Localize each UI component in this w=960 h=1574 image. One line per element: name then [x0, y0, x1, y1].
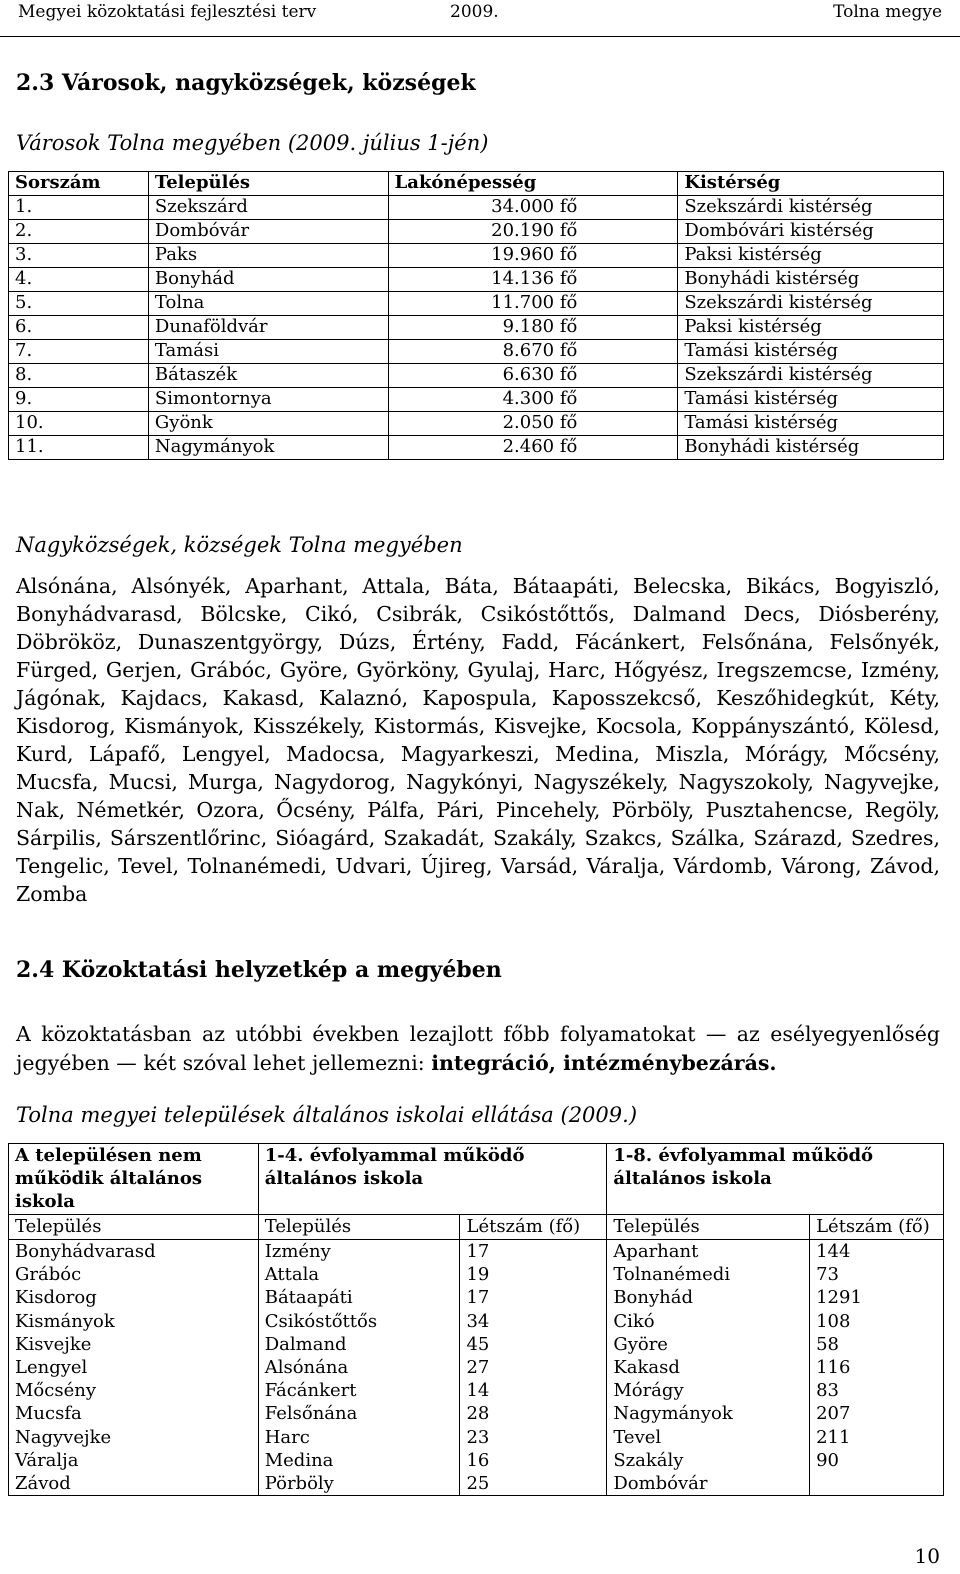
school-list-entry: Medina [264, 1449, 334, 1471]
towns-row [9, 364, 944, 388]
towns-cell: 3. [9, 244, 149, 268]
school-list-entry: Bátaapáti [264, 1287, 353, 1309]
school-list-entry: 83 [816, 1380, 839, 1402]
col-header-town: Település [607, 1215, 810, 1240]
page-header [0, 0, 960, 37]
towns-cell: Tolna [148, 292, 388, 316]
intro-paragraph [16, 1020, 940, 1078]
school-list-entry: Alsónána [264, 1356, 349, 1378]
towns-cell: 10. [9, 412, 149, 436]
school-list-entry: Mőcsény [15, 1380, 96, 1402]
towns-cell: Gyönk [148, 412, 388, 436]
towns-cell: 4. [9, 268, 149, 292]
intro-emphasis: integráció, intézménybezárás. [431, 1051, 777, 1075]
schools-table [8, 1143, 944, 1496]
intro-text: A közoktatásban az utóbbi években lezajlott főbb folyamatokat — az esélyegyenlőség jegyében — két szóval lehet jellemezni: [16, 1022, 940, 1075]
school-list-entry: 16 [466, 1449, 490, 1471]
school-list-entry: 19 [466, 1264, 490, 1286]
towns-cell: 11. [9, 436, 149, 460]
col-header-count: Létszám (fő) [460, 1215, 607, 1240]
towns-cell: 7. [9, 340, 149, 364]
school-list-entry [816, 1472, 937, 1495]
towns-cell: Paksi kistérség [678, 244, 944, 268]
school-list-entry: Nagyvejke [15, 1426, 112, 1448]
school-list-entry: 58 [816, 1333, 839, 1355]
towns-cell: 14.136 fő [388, 268, 678, 292]
school-list-entry: 45 [466, 1333, 490, 1355]
towns-row [9, 196, 944, 220]
school-list-entry: 144 [816, 1241, 851, 1262]
school-list-entry: Závod [15, 1472, 71, 1494]
school-list-entry: 73 [816, 1264, 839, 1286]
grades-1-8-counts [810, 1240, 944, 1496]
towns-cell: Nagymányok [148, 436, 388, 460]
villages-caption: Nagyközségek, községek Tolna megyében [16, 533, 463, 557]
school-list-entry: 211 [816, 1426, 851, 1448]
towns-row [9, 268, 944, 292]
school-list-entry: Lengyel [15, 1356, 88, 1378]
school-list-entry: Attala [264, 1264, 320, 1286]
school-list-entry: Bonyhádvarasd [15, 1241, 156, 1262]
towns-cell: Bonyhádi kistérség [678, 268, 944, 292]
header-year: 2009. [450, 2, 499, 22]
towns-row [9, 388, 944, 412]
towns-row [9, 244, 944, 268]
towns-caption: Városok Tolna megyében (2009. július 1-jén) [16, 131, 489, 155]
school-list-entry: 90 [816, 1449, 839, 1471]
towns-cell: 5. [9, 292, 149, 316]
towns-cell: 2. [9, 220, 149, 244]
towns-cell: 11.700 fő [388, 292, 678, 316]
school-list-entry: Pörböly [264, 1472, 334, 1494]
school-list-entry: 1291 [816, 1287, 862, 1309]
towns-row [9, 220, 944, 244]
school-list-entry: 34 [466, 1310, 490, 1332]
towns-cell: Dunaföldvár [148, 316, 388, 340]
towns-cell: 2.460 fő [388, 436, 678, 460]
towns-cell: Bonyhádi kistérség [678, 436, 944, 460]
towns-row [9, 412, 944, 436]
towns-cell: Dombóvári kistérség [678, 220, 944, 244]
school-list-entry: Felsőnána [264, 1403, 358, 1425]
col-header-town: Település [258, 1215, 460, 1240]
towns-cell: Tamási kistérség [678, 388, 944, 412]
school-list-entry: Grábóc [15, 1264, 82, 1286]
school-list-entry: 17 [466, 1287, 490, 1309]
towns-cell: Bátaszék [148, 364, 388, 388]
towns-cell: Tamási [148, 340, 388, 364]
school-list-entry: 23 [466, 1426, 490, 1448]
group-header-no-school: A településen nem működik általános iskola [9, 1144, 259, 1215]
towns-cell: 8.670 fő [388, 340, 678, 364]
school-list-entry: 28 [466, 1403, 490, 1425]
towns-cell: 6. [9, 316, 149, 340]
villages-list: Alsónána, Alsónyék, Aparhant, Attala, Báta, Bátaapáti, Belecska, Bikács, Bogyiszló, Bonyhádvarasd, Bölcske, Cikó, Csibrák, Csikóstőttős, Dalmand Decs, Diósberény, Döbrököz, Dunaszentgyörgy, Dúzs, Értény, Fadd, Fácánkert, Felsőnána, Felsőnyék, Fürged, Gerjen, Grábóc, Györe, Györköny, Gyulaj, Harc, Hőgyész, Iregszemcse, Izmény, Jágónak, Kajdacs, Kakasd, Kalaznó, Kapospula, Kaposszekcső, Keszőhidegkút, Kéty, Kisdorog, Kismányok, Kisszékely, Kistormás, Kisvejke, Kocsola, Koppányszántó, Kölesd, Kurd, Lápafő, Lengyel, Madocsa, Magyarkeszi, Medina, Miszla, Mórágy, Mőcsény, Mucsfa, Mucsi, Murga, Nagydorog, Nagykónyi, Nagyszékely, Nagyszokoly, Nagyvejke, Nak, Németkér, Ozora, Őcsény, Pálfa, Pári, Pincehely, Pörböly, Pusztahencse, Regöly, Sárpilis, Sárszentlőrinc, Sióagárd, Szakadát, Szakály, Szakcs, Szálka, Szárazd, Szedres, Tengelic, Tevel, Tolnanémedi, Udvari, Újireg, Varsád, Váralja, Várdomb, Várong, Závod, Zomba [16, 574, 940, 906]
school-list-entry: 27 [466, 1356, 490, 1378]
towns-cell: 8. [9, 364, 149, 388]
section-title-2-4: 2.4 Közoktatási helyzetkép a megyében [16, 957, 502, 983]
group-header-grades-1-4: 1-4. évfolyammal működő általános iskola [258, 1144, 607, 1215]
towns-cell: 19.960 fő [388, 244, 678, 268]
towns-cell: 9. [9, 388, 149, 412]
schools-caption: Tolna megyei települések általános iskolai ellátása (2009.) [16, 1103, 638, 1127]
towns-row [9, 340, 944, 364]
group-header-grades-1-8: 1-8. évfolyammal működő általános iskola [607, 1144, 944, 1215]
towns-cell: Dombóvár [148, 220, 388, 244]
school-list-entry: Szakály [613, 1449, 684, 1471]
towns-cell: 2.050 fő [388, 412, 678, 436]
towns-cell: Tamási kistérség [678, 340, 944, 364]
school-list-entry: Kisdorog [15, 1287, 97, 1309]
school-list-entry: Harc [264, 1426, 310, 1448]
section-title-2-3: 2.3 Városok, nagyközségek, községek [16, 70, 476, 96]
towns-header-cell: Lakónépesség [388, 172, 678, 196]
towns-header-cell: Sorszám [9, 172, 149, 196]
school-list-entry: 25 [466, 1472, 490, 1494]
towns-cell: Paksi kistérség [678, 316, 944, 340]
school-list-entry: 207 [816, 1403, 851, 1425]
no-school-towns [9, 1240, 259, 1496]
col-header-town: Település [9, 1215, 259, 1240]
towns-cell: 1. [9, 196, 149, 220]
school-list-entry: Váralja [15, 1449, 79, 1471]
school-list-entry: Kakasd [613, 1356, 680, 1378]
school-list-entry: Dombóvár [613, 1472, 708, 1494]
towns-cell: Paks [148, 244, 388, 268]
towns-cell: Szekszárd [148, 196, 388, 220]
school-list-entry: Mucsfa [15, 1403, 82, 1425]
towns-cell: 4.300 fő [388, 388, 678, 412]
school-list-entry: Cikó [613, 1310, 655, 1332]
page-number: 10 [914, 1544, 940, 1568]
school-list-entry: 17 [466, 1241, 490, 1262]
towns-cell: Szekszárdi kistérség [678, 196, 944, 220]
school-list-entry: 116 [816, 1356, 851, 1378]
grades-1-8-towns [607, 1240, 810, 1496]
school-list-entry: Dalmand [264, 1333, 347, 1355]
grades-1-4-towns [258, 1240, 460, 1496]
header-county: Tolna megye [833, 2, 942, 22]
towns-cell: 20.190 fő [388, 220, 678, 244]
school-list-entry: 14 [466, 1380, 490, 1402]
towns-cell: 6.630 fő [388, 364, 678, 388]
school-list-entry: Bonyhád [613, 1287, 693, 1309]
towns-row [9, 292, 944, 316]
towns-cell: Bonyhád [148, 268, 388, 292]
col-header-count: Létszám (fő) [810, 1215, 944, 1240]
towns-cell: 9.180 fő [388, 316, 678, 340]
school-list-entry: Fácánkert [264, 1380, 357, 1402]
school-list-entry: Györe [613, 1333, 668, 1355]
school-list-entry: Kismányok [15, 1310, 115, 1332]
towns-table [8, 171, 944, 460]
school-list-entry: Tolnanémedi [613, 1264, 731, 1286]
towns-cell: Szekszárdi kistérség [678, 364, 944, 388]
school-list-entry: Izmény [264, 1241, 331, 1262]
school-list-entry: 108 [816, 1310, 851, 1332]
towns-cell: Simontornya [148, 388, 388, 412]
towns-header-cell: Kistérség [678, 172, 944, 196]
school-list-entry: Csikóstőttős [264, 1310, 378, 1332]
school-list-entry: Aparhant [613, 1241, 699, 1262]
towns-header-cell: Település [148, 172, 388, 196]
towns-row [9, 316, 944, 340]
grades-1-4-counts [460, 1240, 607, 1496]
school-list-entry: Mórágy [613, 1380, 684, 1402]
header-document-title: Megyei közoktatási fejlesztési terv [18, 2, 317, 22]
school-list-entry: Tevel [613, 1426, 662, 1448]
towns-cell: 34.000 fő [388, 196, 678, 220]
towns-row [9, 436, 944, 460]
towns-cell: Tamási kistérség [678, 412, 944, 436]
school-list-entry: Nagymányok [613, 1403, 733, 1425]
school-list-entry: Kisvejke [15, 1333, 92, 1355]
towns-cell: Szekszárdi kistérség [678, 292, 944, 316]
